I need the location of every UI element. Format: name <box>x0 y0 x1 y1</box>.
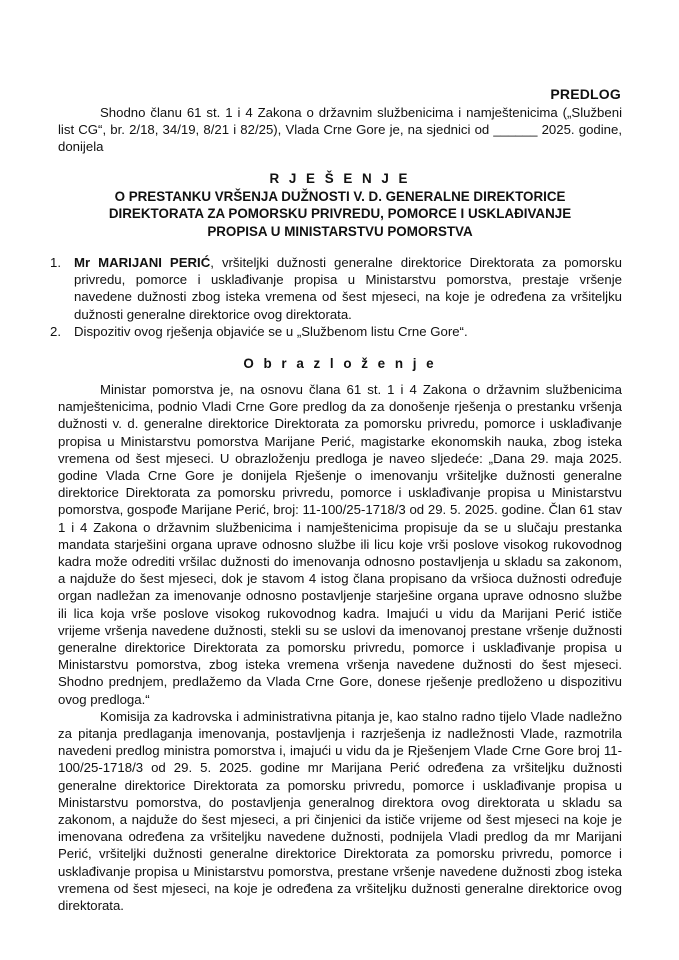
item-text: , vršiteljki dužnosti generalne direktorice Direktorata za pomorsku privredu, pomorce i usklađivanje propisa u Ministarstvu pomorstva, prestaje vršenje navedene dužnosti zbog isteka vremena od šest mjeseci, na koje je određena za vršiteljku dužnosti generalne direktorice ovog direktorata. <box>74 255 622 322</box>
title-line-4: PROPISA U MINISTARSTVU POMORSTVA <box>207 223 473 239</box>
item-text: Dispozitiv ovog rješenja objaviće se u „Službenom listu Crne Gore“. <box>74 323 468 339</box>
item-number: 2. <box>50 323 61 339</box>
reasoning-body <box>58 381 622 914</box>
document-label: PREDLOG <box>550 86 621 102</box>
title-line-2: O PRESTANKU VRŠENJA DUŽNOSTI V. D. GENERALNE DIREKTORICE <box>114 188 566 204</box>
preamble-text: Shodno članu 61 st. 1 i 4 Zakona o državnim službenicima i namještenicima („Službeni list CG“, br. 2/18, 34/19, 8/21 i 82/25), Vlada Crne Gore je, na sjednici od ______ 2025. godine, donijela <box>58 105 622 155</box>
title-line-3: DIREKTORATA ZA POMORSKU PRIVREDU, POMORCE I USKLAĐIVANJE <box>108 206 572 222</box>
item-number: 1. <box>50 255 61 270</box>
dispositive-list <box>50 254 622 340</box>
decision-title <box>58 170 622 240</box>
reasoning-paragraph-1: Ministar pomorstva je, na osnovu člana 61 st. 1 i 4 Zakona o državnim službenicima namještenicima, podnio Vladi Crne Gore predlog da za donošenje rješenja o prestanku vršenja dužnosti v. d. generalne direktorice Direktorata za pomorsku privredu, pomorce i usklađivanje propisa u Ministarstvu pomorstva Marijane Perić, magistarke ekonomskih nauka, zbog isteka vremena od šest mjeseci. U obrazloženju predloga je naveo sljedeće: „Dana 29. maja 2025. godine Vlada Crne Gore je donijela Rješenje o imenovanju vršiteljke dužnosti generalne direktorice Direktorata za pomorsku privredu, pomorce i usklađivanje propisa u Ministarstvu pomorstva, gospođe Marijane Perić, broj: 11-100/25-1718/3 od 29. 5. 2025. godine. Član 61 stav 1 i 4 Zakona o državnim službenicima i namještenicima propisuje da se u slučaju prestanka mandata starješini organa uprave odnosno službe ili licu koje vrši poslove visokog rukovodnog kadra može odrediti vršilac dužnosti do imenovanja odnosno postavljenja u skladu sa zakonom, a najduže do šest mjeseci, dok je stavom 4 istog člana propisano da vršioca dužnosti određuje organ nadležan za imenovanje odnosno postavljenje starješine organa uprave odnosno službe ili lica koja vrše poslove visokog rukovodnog kadra. Imajući u vidu da Marijani Perić ističe vrijeme vršenja navedene dužnosti, stekli su se uslovi da imenovanoj prestane vršenje dužnosti generalne direktorice Direktorata za pomorsku privredu, pomorce i usklađivanje propisa u Ministarstvu pomorstva, zbog isteka vremena vršenja navedene dužnosti do šest mjeseci. Shodno prednjem, predlažemo da Vlada Crne Gore, donese rješenje predloženo u dispozitivu ovog predloga.“ <box>58 382 622 707</box>
preamble <box>58 104 622 156</box>
title-line-1: R J E Š E N J E <box>269 171 411 186</box>
item-name: Mr MARIJANI PERIĆ <box>74 255 211 270</box>
dispositive-item-2 <box>50 323 622 340</box>
reasoning-paragraph-2: Komisija za kadrovska i administrativna pitanja je, kao stalno radno tijelo Vlade nadležno za pitanja predlaganja imenovanja, postavljenja i razrješenja iz nadležnosti Vlade, razmotrila navedeni predlog ministra pomorstva i, imajući u vidu da je Rješenjem Vlade Crne Gore broj 11-100/25-1718/3 od 29. 5. 2025. godine mr Marijana Perić određena za vršiteljku dužnosti generalne direktorice Direktorata za pomorsku privredu, pomorce i usklađivanje propisa u Ministarstvu pomorstva, do postavljenja generalnog direktora ovog direktorata u skladu sa zakonom, a najduže do šest mjeseci, a pri činjenici da ističe vrijeme od šest mjeseci na koje je imenovana određena za vršiteljku navedene dužnosti, podnijela Vladi predlog da mr Marijani Perić, vršiteljki dužnosti generalne direktorice Direktorata za pomorsku privredu, pomorce i usklađivanje propisa u Ministarstvu pomorstva, prestane vršenje navedene dužnosti zbog isteka vremena od šest mjeseci, na koje je određena za vršiteljku dužnosti generalne direktorice ovog direktorata. <box>58 708 622 914</box>
dispositive-item-1 <box>50 254 622 323</box>
reasoning-heading: O b r a z l o ž e n j e <box>243 356 437 371</box>
